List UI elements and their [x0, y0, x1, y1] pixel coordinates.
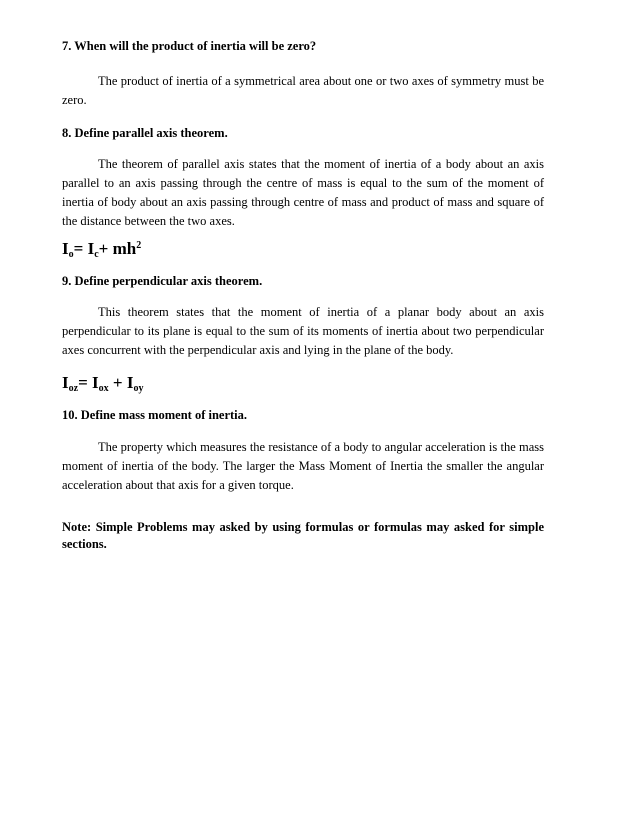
formula-term: I: [62, 373, 69, 392]
formula-subscript: o: [68, 249, 74, 260]
formula-superscript: 2: [136, 240, 142, 251]
formula-operator: +: [108, 373, 127, 392]
question-8-answer: The theorem of parallel axis states that the moment of inertia of a body about an axis parallel to an axis passing through the centre of mass is equal to the sum of the moment of inertia of body about an axis passing through centre of mass and product of mass and square of the distance between the two axes.: [62, 157, 544, 228]
perpendicular-axis-formula: [62, 373, 143, 393]
formula-operator: + mh: [98, 239, 137, 258]
question-10-heading: 10. Define mass moment of inertia.: [62, 408, 248, 422]
question-7-heading: 7. When will the product of inertia will be zero?: [62, 39, 317, 53]
question-9-answer: This theorem states that the moment of inertia of a planar body about an axis perpendicular to its plane is equal to the sum of its moments of inertia about two perpendicular axes concurrent with the perpendicular axis and lying in the plane of the body.: [62, 305, 544, 357]
formula-term: I: [92, 373, 99, 392]
question-8-heading: 8. Define parallel axis theorem.: [62, 126, 228, 140]
formula-subscript: oz: [68, 383, 79, 394]
question-9-heading: 9. Define perpendicular axis theorem.: [62, 274, 263, 288]
question-10-answer: The property which measures the resistance of a body to angular acceleration is the mass moment of inertia of the body. The larger the Mass Moment of Inertia the smaller the angular acceleration about that axis for a given torque.: [62, 440, 544, 492]
formula-subscript: c: [94, 249, 99, 260]
formula-term: I: [87, 239, 95, 258]
formula-subscript: ox: [98, 383, 109, 394]
question-7-answer: The product of inertia of a symmetrical area about one or two axes of symmetry must be zero.: [62, 74, 544, 107]
formula-operator: =: [73, 239, 88, 258]
formula-term: I: [126, 373, 134, 392]
formula-subscript: oy: [133, 383, 144, 394]
formula-operator: =: [78, 373, 93, 392]
parallel-axis-formula: [62, 239, 141, 259]
formula-term: I: [62, 239, 69, 258]
note-text: Note: Simple Problems may asked by using formulas or formulas may asked for simple sections.: [62, 520, 544, 551]
